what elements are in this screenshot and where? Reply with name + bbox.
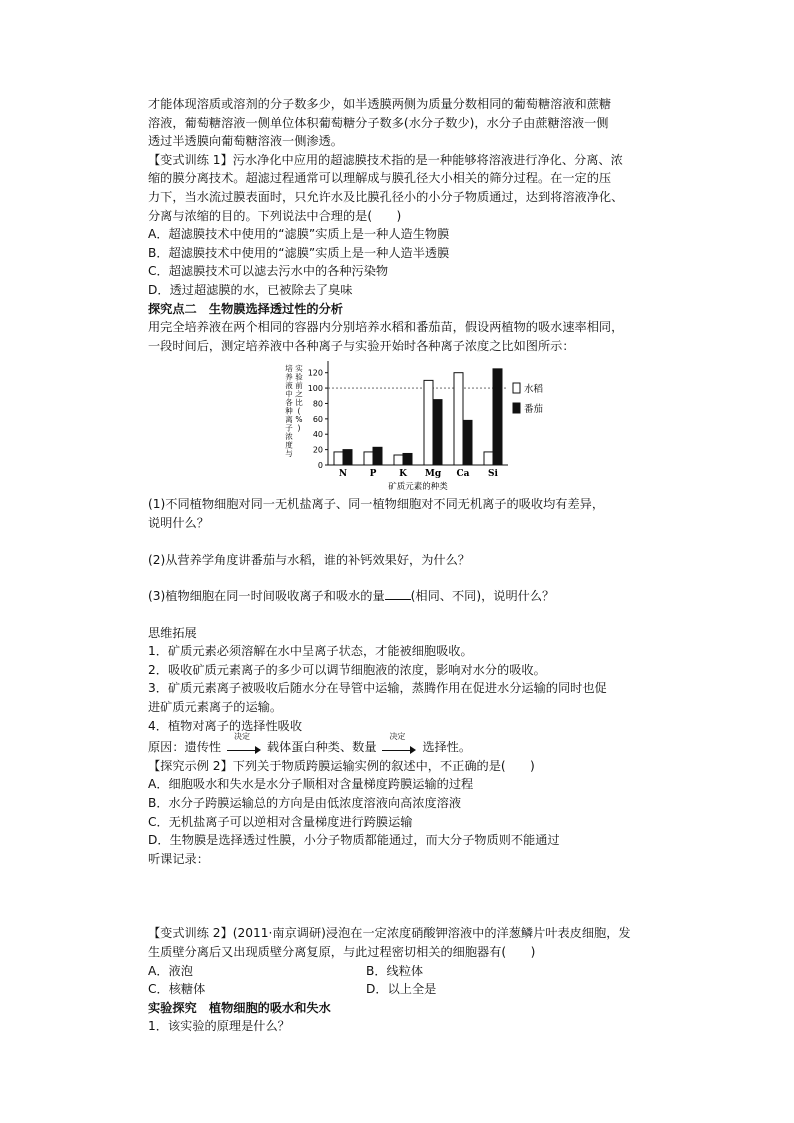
- question-1-line-2: 说明什么？: [148, 515, 209, 530]
- chart-y-label-char: 实: [295, 364, 303, 374]
- question-3-part-b: (相同、不同)，说明什么？: [410, 589, 555, 604]
- question-2: (2)从营养学角度讲番茄与水稻，谁的补钙效果好，为什么？: [148, 552, 470, 567]
- intro-line-3: 透过半透膜向葡萄糖溶液一侧渗透。: [148, 134, 343, 149]
- bar-tomato: [373, 448, 382, 466]
- question-1-line-1: (1)不同植物细胞对同一无机盐离子、同一植物细胞对不同无机离子的吸收均有差异，: [148, 497, 605, 512]
- training2-line-1: 【变式训练 2】(2011·南京调研)浸泡在一定浓度硝酸钾溶液中的洋葱鳞片叶表皮细胞，发: [148, 926, 631, 941]
- example2-notes: 听课记录：: [148, 851, 209, 866]
- chart-y-label-char: 比: [295, 398, 303, 408]
- thinking-item-3-line-2: 进矿质元素离子的运输。: [148, 700, 283, 715]
- thinking-reason: [148, 731, 668, 757]
- document-page: [148, 95, 668, 1036]
- bar-rice: [454, 373, 463, 465]
- thinking-item-4: 4．植物对离子的选择性吸收: [148, 718, 303, 733]
- chart-y-label-char: %: [295, 415, 303, 425]
- chart-y-label-char: 度: [285, 440, 293, 450]
- example2-option-b: B．水分子跨膜运输总的方向是由低浓度溶液向高浓度溶液: [148, 796, 462, 811]
- chart-y-label-char: 与: [285, 449, 293, 459]
- chart-y-label-char: 各: [285, 398, 293, 408]
- decide-arrow-icon: [227, 731, 261, 755]
- legend-label: 番茄: [524, 404, 544, 416]
- bar-rice: [334, 452, 343, 465]
- y-tick-label: 120: [307, 369, 323, 379]
- bar-rice: [394, 455, 403, 465]
- bar-tomato: [463, 421, 472, 466]
- thinking-item-2: 2．吸收矿质元素离子的多少可以调节细胞液的浓度，影响对水分的吸收。: [148, 662, 546, 677]
- thinking-item-1: 1．矿质元素必须溶解在水中呈离子状态，才能被细胞吸收。: [148, 644, 473, 659]
- thinking-item-3-line-1: 3．矿质元素离子被吸收后随水分在导管中运输，蒸腾作用在促进水分运输的同时也促: [148, 681, 607, 696]
- chart-y-label-char: (: [297, 406, 301, 416]
- x-tick-label: K: [399, 469, 407, 480]
- bar-tomato: [493, 369, 502, 465]
- experiment-question-1: 1．该实验的原理是什么？: [148, 1019, 290, 1034]
- x-tick-label: Ca: [456, 469, 470, 480]
- training1-line-1: 【变式训练 1】污水净化中应用的超滤膜技术指的是一种能够将溶液进行净化、分离、浓: [148, 152, 623, 167]
- legend-swatch: [513, 383, 520, 393]
- example2-stem: 【探究示例 2】下列关于物质跨膜运输实例的叙述中，不正确的是( ): [148, 758, 535, 773]
- chart-y-label-char: 种: [285, 406, 293, 416]
- training1-line-2: 缩的膜分离技术。超滤过程通常可以理解成与膜孔径大小相关的筛分过程。在一定的压: [148, 171, 612, 186]
- chart-y-label-char: 离: [285, 415, 293, 425]
- training2-option-c: C．核糖体: [148, 982, 206, 997]
- x-tick-label: Si: [488, 469, 498, 480]
- chart-y-label-char: 之: [295, 389, 303, 399]
- chart-x-label: 矿质元素的种类: [388, 482, 448, 493]
- chart-y-label-char: 培: [285, 364, 293, 374]
- y-tick-label: 100: [307, 384, 323, 394]
- experiment-title: 实验探究 植物细胞的吸水和失水: [148, 1000, 331, 1015]
- training1-option-b: B．超滤膜技术中使用的“滤膜”实质上是一种人造半透膜: [148, 245, 450, 260]
- x-tick-label: N: [338, 469, 348, 480]
- section2-line-2: 一段时间后，测定培养液中各种离子与实验开始时各种离子浓度之比如图所示：: [148, 338, 575, 353]
- training2-option-b: B．线粒体: [366, 963, 424, 978]
- chart-y-label-char: 子: [285, 423, 293, 433]
- legend-label: 水稻: [524, 384, 544, 396]
- y-tick-label: 40: [312, 430, 323, 440]
- chart-y-label-char: 中: [285, 389, 293, 399]
- legend-swatch: [513, 403, 520, 413]
- x-tick-label: Mg: [424, 469, 442, 480]
- training2-line-2: 生质壁分离后又出现质壁分离复原，与此过程密切相关的细胞器有( ): [148, 945, 536, 959]
- intro-line-1: 才能体现溶质或溶剂的分子数多少，如半透膜两侧为质量分数相同的葡萄糖溶液和蔗糖: [148, 97, 612, 111]
- bar-tomato: [343, 450, 352, 465]
- training2-option-a: A．液泡: [148, 963, 193, 978]
- training2-options-row-2: [148, 980, 668, 999]
- x-tick-label: P: [369, 469, 377, 480]
- arrow-label-2: 决定: [389, 731, 406, 741]
- training1-line-3: 力下，当水流过膜表面时，只允许水及比膜孔径小的小分子物质通过，达到将溶液净化、: [148, 189, 624, 204]
- example2-option-c: C．无机盐离子可以逆相对含量梯度进行跨膜运输: [148, 814, 413, 829]
- chart-y-label-char: 养: [285, 372, 293, 382]
- bar-rice: [424, 381, 433, 466]
- ion-ratio-chart: [148, 355, 668, 495]
- chart-y-label-char: 前: [295, 381, 303, 391]
- chart-svg: [148, 355, 668, 495]
- y-tick-label: 60: [312, 415, 323, 425]
- reason-label: 原因：遗传性: [148, 740, 222, 755]
- chart-y-label-char: 验: [295, 372, 303, 382]
- question-3: [148, 587, 668, 606]
- section2-title: 探究点二 生物膜选择透过性的分析: [148, 301, 343, 316]
- training2-option-d: D．以上全是: [366, 982, 437, 997]
- question-3-part-a: (3)植物细胞在同一时间吸收离子和吸水的量: [148, 589, 385, 604]
- arrow-label-1: 决定: [234, 731, 250, 741]
- y-tick-label: 80: [312, 399, 323, 409]
- training2-options-row-1: [148, 962, 668, 981]
- chart-y-label-char: 浓: [285, 432, 293, 442]
- intro-line-2: 溶液，葡萄糖溶液一侧单位体积葡萄糖分子数多(水分子数少)，水分子由蔗糖溶液一侧: [148, 115, 609, 130]
- example2-option-a: A．细胞吸水和失水是水分子顺相对含量梯度跨膜运输的过程: [148, 777, 474, 792]
- bar-tomato: [433, 400, 442, 465]
- reason-end: 选择性。: [422, 740, 472, 755]
- training1-line-4: 分离与浓缩的目的。下列说法中合理的是( ): [148, 208, 402, 223]
- thinking-title: 思维拓展: [148, 625, 197, 640]
- bar-rice: [484, 452, 493, 465]
- bar-rice: [364, 452, 373, 465]
- training1-option-a: A．超滤膜技术中使用的“滤膜”实质上是一种人造生物膜: [148, 227, 450, 242]
- reason-middle: 载体蛋白种类、数量: [266, 740, 377, 755]
- bar-tomato: [403, 454, 412, 466]
- decide-arrow-icon-2: [382, 731, 416, 755]
- chart-y-label-char: ): [297, 423, 301, 433]
- y-tick-label: 20: [312, 445, 323, 455]
- y-tick-label: 0: [317, 461, 323, 471]
- answer-blank[interactable]: [385, 587, 411, 600]
- section2-line-1: 用完全培养液在两个相同的容器内分别培养水稻和番茄苗，假设两植物的吸水速率相同，: [148, 320, 624, 335]
- chart-y-label: [285, 363, 303, 458]
- training1-option-d: D．透过超滤膜的水，已被除去了臭味: [148, 282, 353, 297]
- chart-y-label-char: 液: [285, 381, 293, 391]
- example2-option-d: D．生物膜是选择透过性膜，小分子物质都能通过，而大分子物质则不能通过: [148, 833, 560, 848]
- training1-option-c: C．超滤膜技术可以滤去污水中的各种污染物: [148, 264, 389, 279]
